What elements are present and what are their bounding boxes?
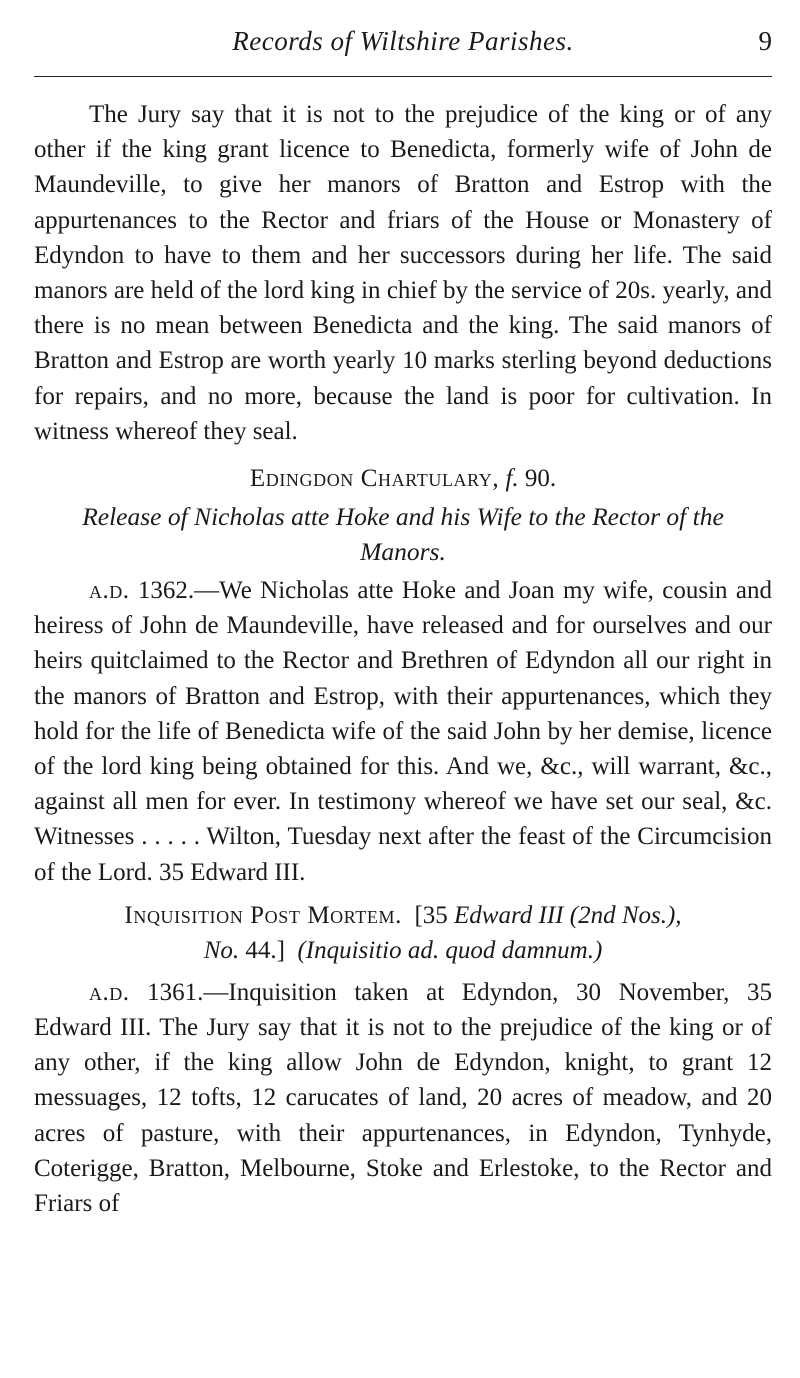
page-number: 9: [758, 26, 772, 56]
paragraph-jury-verdict: The Jury say that it is not to the prejudice of the king or of any other if the king grant licence to Benedicta, formerly wife of John de Maundeville, to give her manors of Bratton and Estrop with the appurtenances to the Rector and friars of the House or Monastery of Edyndon to have to them and her successors during her life. The said manors are held of the lord king in chief by the service of 20s. yearly, and there is no mean between Benedicta and the king. The said manors of Bratton and Estrop are worth yearly 10 marks sterling beyond deductions for repairs, and no more, because the land is poor for cultivation. In witness whereof they seal.: [34, 101, 772, 445]
reference-no-value: 44.]: [245, 936, 285, 964]
header-rule: [34, 76, 772, 77]
section-heading-inquisition-cont: [34, 933, 772, 968]
era-label: a.d.: [89, 577, 130, 605]
section-subheading-release: Release of Nicholas atte Hoke and his Wife to the Rector of the Manors.: [82, 502, 724, 567]
page-header: [34, 26, 772, 66]
reference-no-label: No.: [203, 936, 240, 964]
folio-number: 90.: [524, 465, 557, 493]
reference-open: [35: [414, 901, 448, 929]
chartulary-source: Edingdon Chartulary,: [249, 465, 500, 493]
inquisition-title: Inquisition Post Mortem.: [124, 901, 402, 929]
paragraph-inquisition: [34, 975, 772, 1221]
paragraph-text: —Inquisition taken at Edyndon, 30 November, 35 Edward III. The Jury say that it is not to the prejudice of the king or of any other, if the king allow John de Edyndon, knight, to grant 12 messuages, 12 tofts, 12 carucates of land, 20 acres of meadow, and 20 acres of pasture, with their appurtenances, in Edyndon, Tynhyde, Coterigge, Bratton, Melbourne, Stoke and Erlestoke, to the Rector and Friars of: [34, 978, 772, 1218]
section-heading-chartulary: [34, 461, 772, 496]
running-title: Records of Wiltshire Parishes.: [232, 26, 574, 56]
paragraph-release: [34, 573, 772, 890]
year: 1361.: [147, 978, 204, 1006]
reference-reign: Edward III: [454, 901, 564, 929]
folio-label: f.: [505, 465, 519, 493]
reference-note: (Inquisitio ad. quod damnum.): [297, 936, 603, 964]
page-body: [34, 97, 772, 1221]
reference-series: (2nd Nos.),: [569, 901, 682, 929]
paragraph-text: —We Nicholas atte Hoke and Joan my wife, cousin and heiress of John de Maundeville, have released and for ourselves and our heirs quitclaimed to the Rector and Brethren of Edyndon all our right in the manors of Bratton and Estrop, with their appurtenances, which they hold for the life of Benedicta wife of the said John by her demise, licence of the lord king being obtained for this. And we, &c., will warrant, &c., against all men for ever. In testimony whereof we have set our seal, &c. Witnesses . . . . . Wilton, Tuesday next after the feast of the Circumcision of the Lord. 35 Edward III.: [34, 577, 772, 886]
era-label: a.d.: [89, 978, 130, 1006]
section-heading-inquisition: [34, 898, 772, 933]
year: 1362.: [137, 577, 195, 605]
